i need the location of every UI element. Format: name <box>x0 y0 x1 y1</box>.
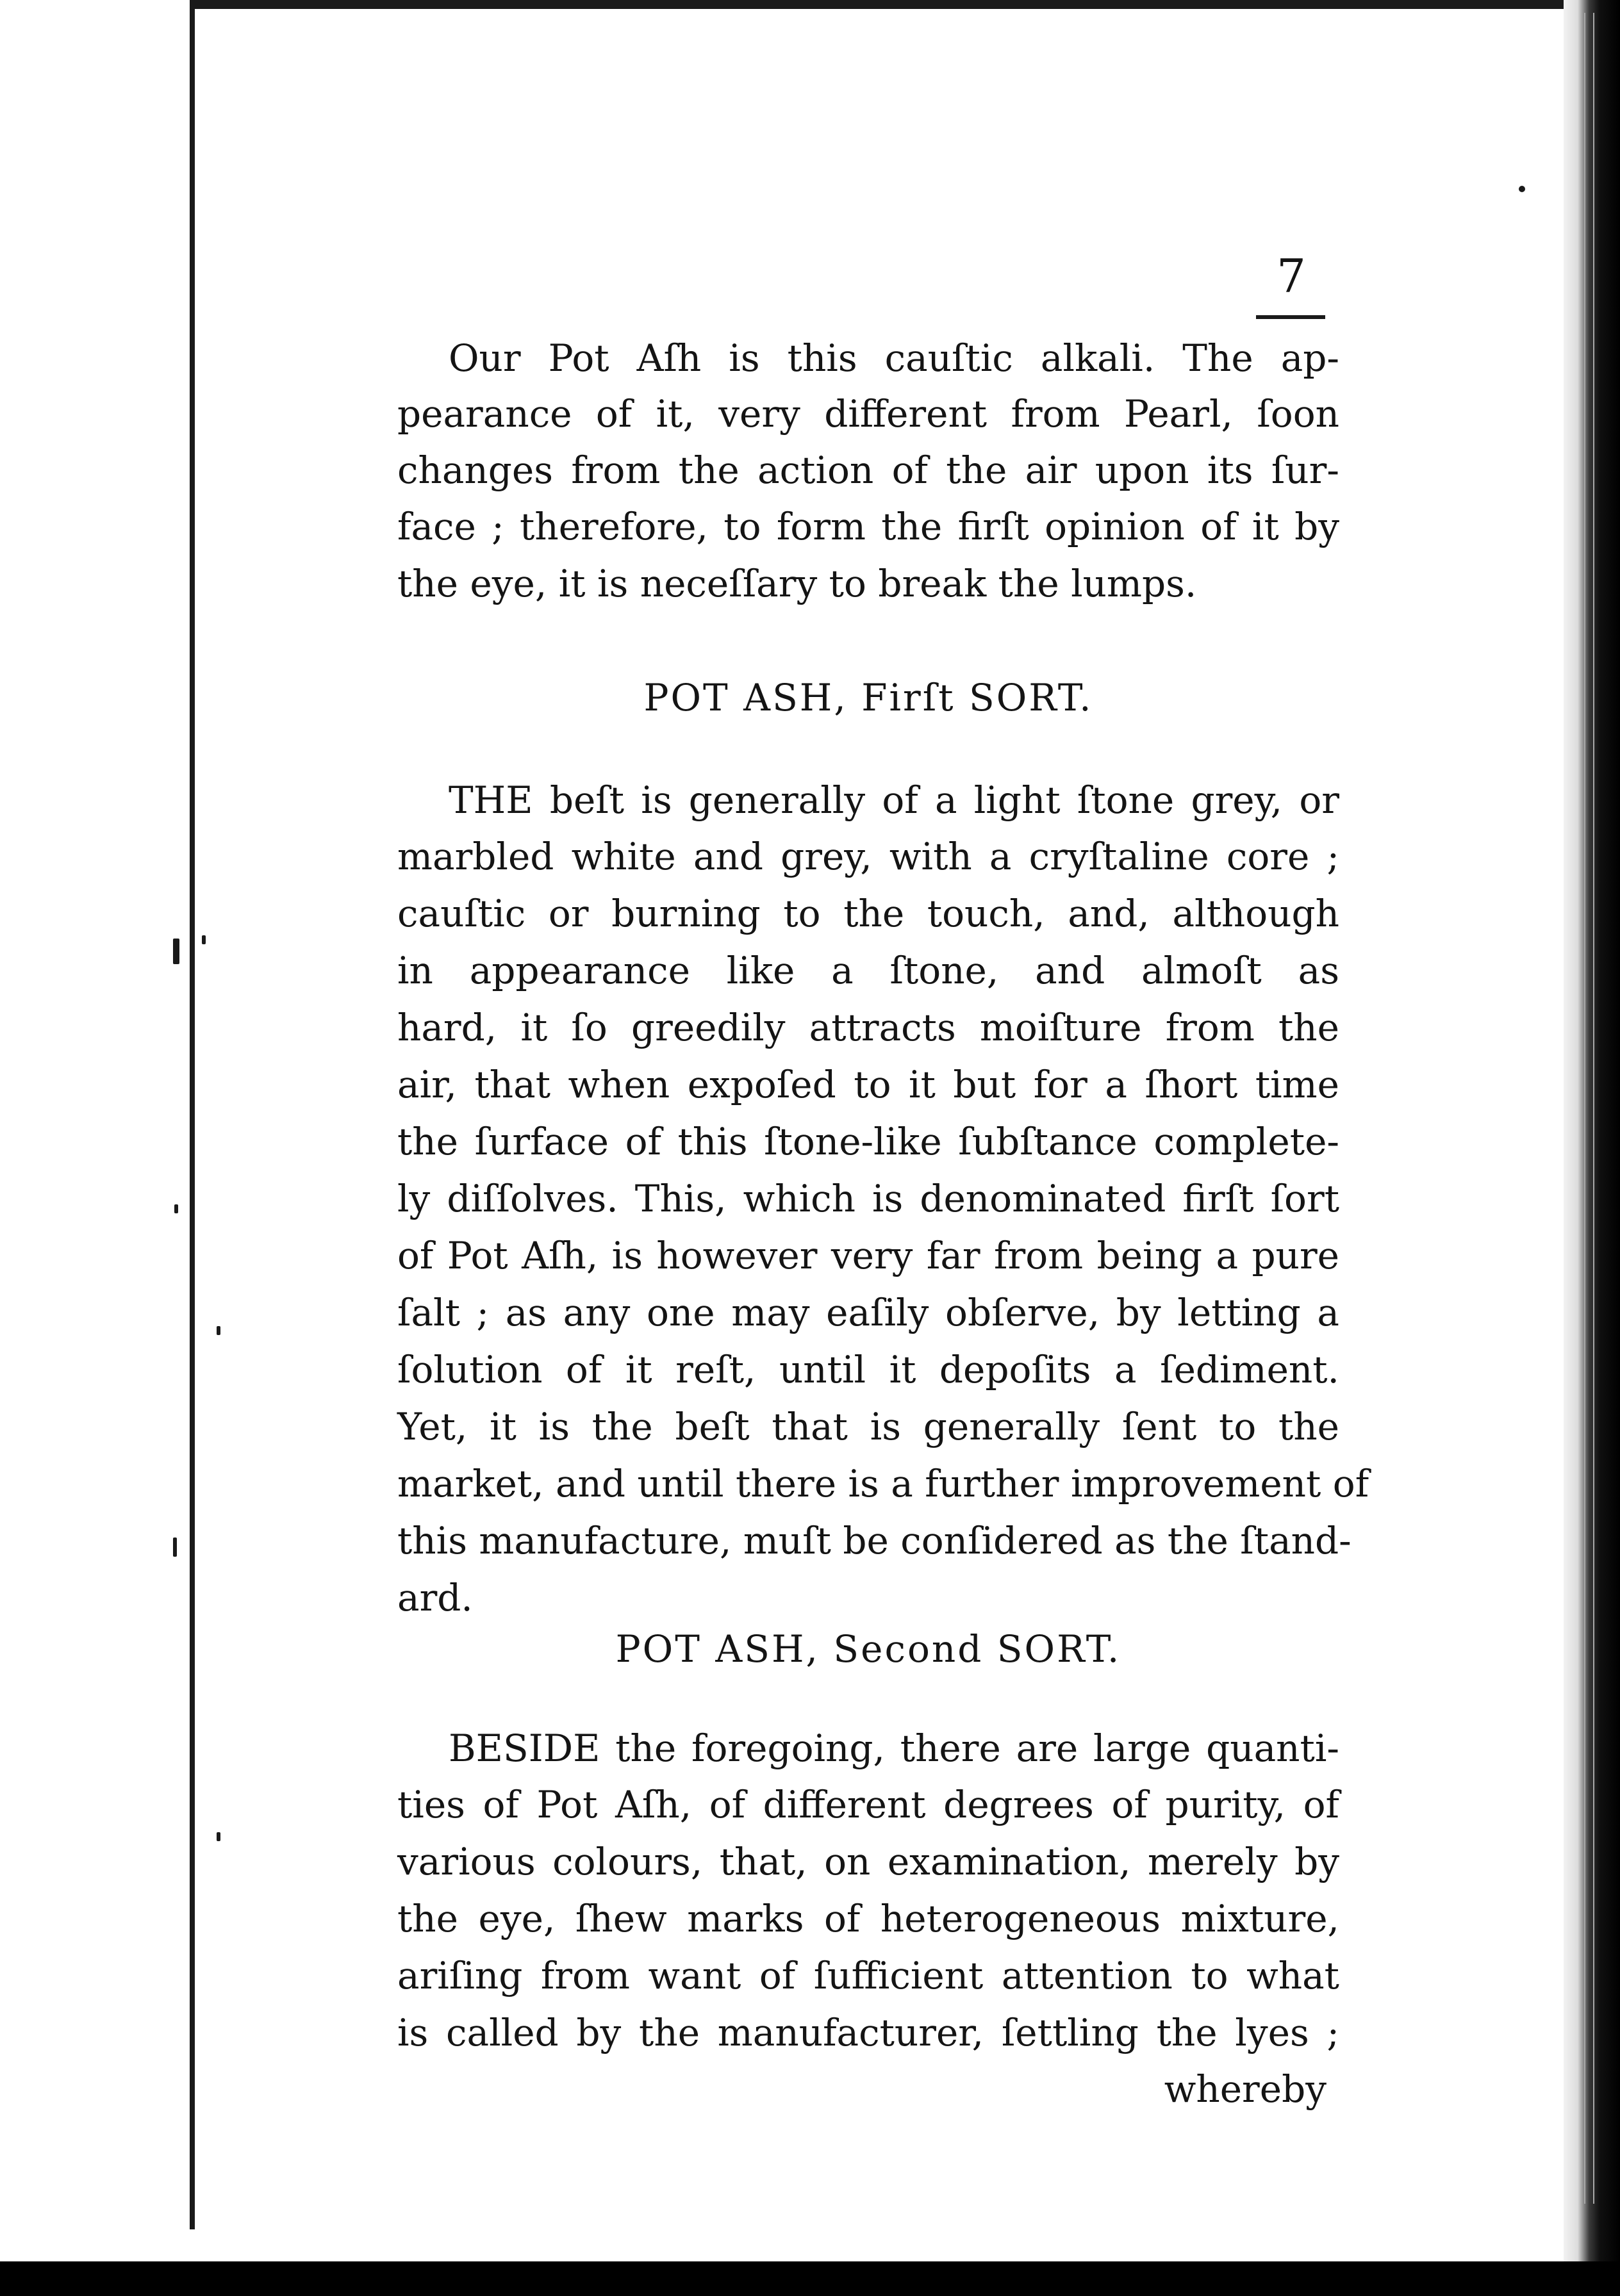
second-sort-line: is called by the manufacturer, ſettling the lyes ; <box>397 2011 1339 2054</box>
first-sort-line: ſalt ; as any one may eaſily obſerve, by letting a <box>397 1291 1339 1334</box>
first-sort-line: marbled white and grey, with a cryſtaline core ; <box>397 835 1339 878</box>
margin-mark <box>217 1326 220 1335</box>
first-sort-line: ly diſſolves. This, which is denominated firſt ſort <box>397 1177 1339 1220</box>
second-sort-line: BESIDE the foregoing, there are large quanti- <box>449 1726 1339 1770</box>
section-heading-first-sort: POT ASH, Firſt SORT. <box>643 676 1093 719</box>
intro-line: changes from the action of the air upon its ſur- <box>397 448 1339 492</box>
margin-mark <box>217 1832 220 1841</box>
first-sort-line: Yet, it is the beſt that is generally ſent to the <box>397 1405 1339 1448</box>
page-top-edge <box>192 0 1589 9</box>
scan-bottom-band <box>0 2261 1620 2296</box>
first-sort-line: cauſtic or burning to the touch, and, although <box>397 892 1339 935</box>
second-sort-line: the eye, ſhew marks of heterogeneous mixture, <box>397 1897 1339 1940</box>
catchword: whereby <box>1164 2067 1327 2111</box>
intro-line: Our Pot Aſh is this cauſtic alkali. The ap- <box>449 336 1339 380</box>
margin-mark <box>173 939 179 964</box>
margin-mark <box>173 1538 177 1557</box>
page-left-edge <box>190 0 195 2229</box>
section-heading-second-sort: POT ASH, Second SORT. <box>615 1627 1121 1671</box>
page-edge-strip <box>1584 13 1585 2204</box>
first-sort-line: the ſurface of this ſtone-like ſubſtance complete- <box>397 1120 1339 1163</box>
second-sort-line: ariſing from want of ſufficient attention to what <box>397 1954 1339 1997</box>
page-edge-strip <box>1593 13 1594 2204</box>
page-number-rule <box>1256 315 1325 319</box>
intro-line: the eye, it is neceſſary to break the lumps. <box>397 562 1197 605</box>
first-sort-line: in appearance like a ſtone, and almoſt as <box>397 949 1339 992</box>
first-sort-line: ard. <box>397 1576 473 1620</box>
first-sort-line: air, that when expoſed to it but for a ſhort time <box>397 1063 1339 1106</box>
first-sort-line: of Pot Aſh, is however very far from being a pure <box>397 1234 1339 1277</box>
first-sort-line: hard, it ſo greedily attracts moiſture from the <box>397 1006 1339 1049</box>
intro-line: pearance of it, very different from Pearl, ſoon <box>397 392 1339 436</box>
second-sort-line: ties of Pot Aſh, of different degrees of purity, of <box>397 1783 1339 1826</box>
second-sort-line: various colours, that, on examination, merely by <box>397 1840 1339 1883</box>
first-sort-line: ſolution of it reſt, until it depoſits a ſediment. <box>397 1348 1339 1391</box>
margin-mark <box>202 935 206 944</box>
page-number: 7 <box>1277 249 1306 303</box>
margin-mark <box>1519 186 1525 192</box>
intro-line: face ; therefore, to form the firſt opinion of it by <box>397 505 1339 548</box>
first-sort-line: market, and until there is a further improvement of <box>397 1462 1369 1505</box>
first-sort-line: THE beſt is generally of a light ſtone grey, or <box>449 778 1339 822</box>
page-right-edge <box>1564 0 1620 2296</box>
first-sort-line: this manufacture, muſt be conſidered as the ſtand- <box>397 1519 1351 1562</box>
margin-mark <box>174 1204 178 1213</box>
